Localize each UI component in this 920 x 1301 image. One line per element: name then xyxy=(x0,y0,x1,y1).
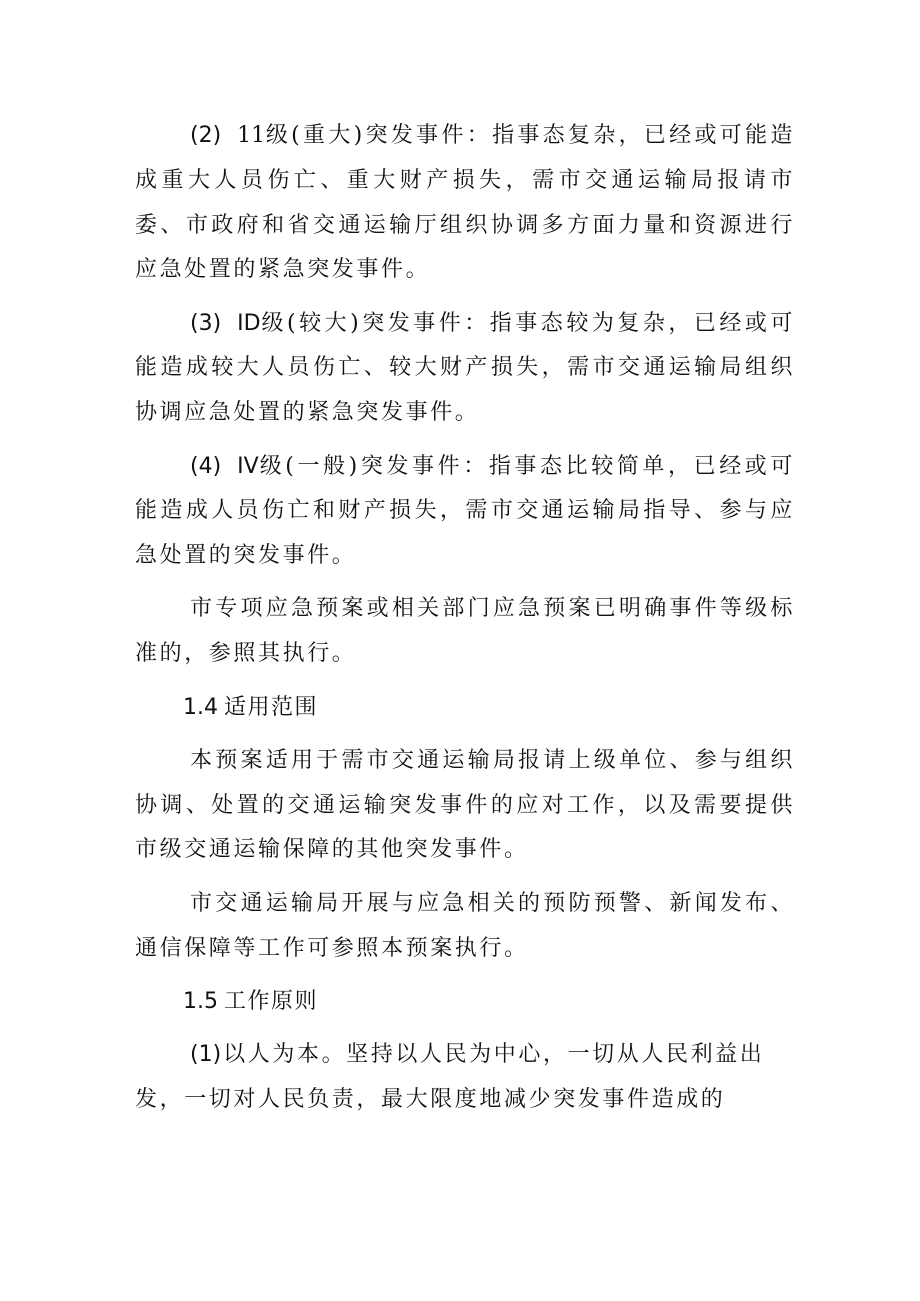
section-title: 工作原则 xyxy=(224,988,319,1014)
section-heading-1-4 xyxy=(135,686,795,731)
paragraph-reference-standard xyxy=(135,587,795,677)
paragraph-level-4-event xyxy=(135,445,795,579)
list-marker: (4) xyxy=(190,453,222,479)
section-heading-1-5 xyxy=(135,980,795,1025)
paragraph-scope-reference xyxy=(135,882,795,972)
paragraph-level-3-event xyxy=(135,302,795,436)
paragraph-text: 市专项应急预案或相关部门应急预案已明确事件等级标准的，参照其执行。 xyxy=(135,596,795,667)
event-level-code: IV xyxy=(237,453,259,479)
list-marker: (1) xyxy=(190,1042,222,1068)
paragraph-text: 级(较大)突发事件：指事态较为复杂，已经或可能造成较大人员伤亡、较大财产损失，需市交通运输局组织协调应急处置的紧急突发事件。 xyxy=(135,310,795,426)
list-marker: (3) xyxy=(190,310,222,336)
paragraph-principle-1 xyxy=(135,1033,795,1123)
paragraph-text: 以人为本。坚持以人民为中心，一切从人民利益出发，一切对人民负责，最大限度地减少突发事件造成的 xyxy=(135,1042,765,1112)
section-number: 1.5 xyxy=(183,988,218,1014)
section-number: 1.4 xyxy=(183,694,218,720)
paragraph-level-2-event xyxy=(135,114,795,293)
paragraph-text: 市交通运输局开展与应急相关的预防预警、新闻发布、通信保障等工作可参照本预案执行。 xyxy=(135,890,795,961)
list-marker: (2) xyxy=(190,123,222,148)
paragraph-text: 本预案适用于需市交通运输局报请上级单位、参与组织协调、处置的交通运输突发事件的应对工作，以及需要提供市级交通运输保障的其他突发事件。 xyxy=(135,747,795,863)
paragraph-text: 级(一般)突发事件：指事态比较简单，已经或可能造成人员伤亡和财产损失，需市交通运输局指导、参与应急处置的突发事件。 xyxy=(135,453,795,569)
event-level-code: ID xyxy=(237,310,261,336)
paragraph-text: 级(重大)突发事件：指事态复杂，已经或可能造成重大人员伤亡、重大财产损失，需市交通运输局报请市委、市政府和省交通运输厅组织协调多方面力量和资源进行应急处置的紧急突发事件。 xyxy=(135,123,795,283)
document-body xyxy=(135,114,795,1123)
event-level-code: 11 xyxy=(237,123,266,148)
paragraph-scope xyxy=(135,739,795,873)
section-title: 适用范围 xyxy=(224,694,319,720)
